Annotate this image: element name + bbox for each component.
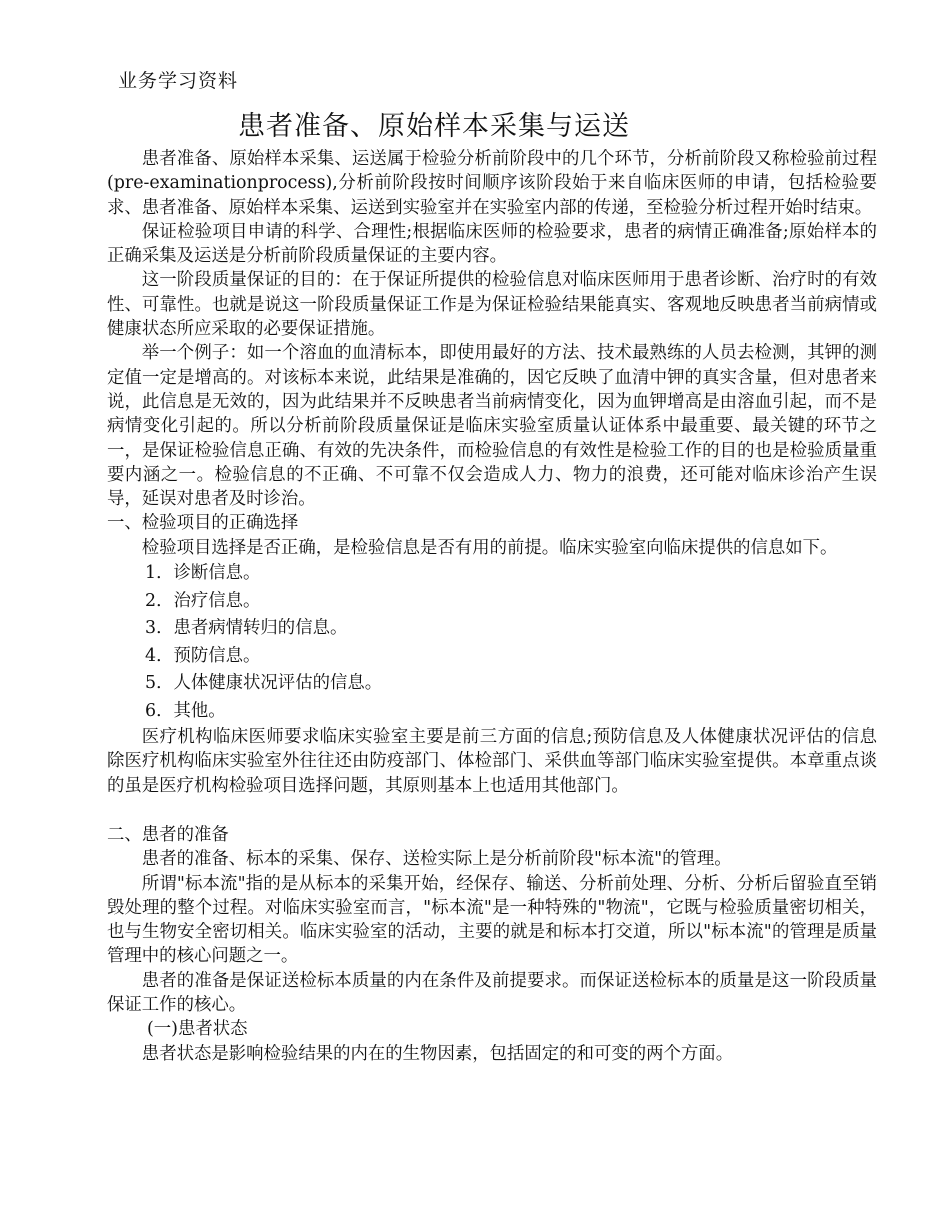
document-body (107, 147, 877, 1066)
document-title: 患者准备、原始样本采集与运送 (238, 111, 630, 142)
paragraph-patient-state: 患者状态是影响检验结果的内在的生物因素，包括固定的和可变的两个方面。 (141, 1043, 734, 1064)
info-list (107, 560, 877, 725)
section-heading-2: 二、患者的准备 (107, 824, 229, 845)
section-heading-1: 一、检验项目的正确选择 (107, 513, 299, 534)
paragraph-specimen-flow: 患者的准备、标本的采集、保存、送检实际上是分析前阶段"标本流"的管理。 (141, 849, 732, 870)
paragraph-specimen-flow-definition: 所谓"标本流"指的是从标本的采集开始，经保存、输送、分析前处理、分析、分析后留验直至销毁处理的整个过程。对临床实验室而言，"标本流"是一种特殊的"物流"，它既与检验质量密切相关，也与生物安全密切相关。临床实验室的活动，主要的就是和标本打交道，所以"标本流"的管理是质量管理中的核心问题之一。 (107, 873, 877, 967)
paragraph-quality-purpose: 这一阶段质量保证的目的：在于保证所提供的检验信息对临床医师用于患者诊断、治疗时的有效性、可靠性。也就是说这一阶段质量保证工作是为保证检验结果能真实、客观地反映患者当前病情或健康状态所应采取的必要保证措施。 (107, 270, 877, 340)
list-item: 2．治疗信息。 (145, 590, 261, 611)
document-header: 业务学习资料 (118, 70, 239, 92)
list-item: 4．预防信息。 (145, 645, 261, 666)
paragraph-example: 举一个例子：如一个溶血的血清标本，即使用最好的方法、技术最熟练的人员去检测，其钾的测定值一定是增高的。对该标本来说，此结果是准确的，因它反映了血清中钾的真实含量，但对患者来说，此信息是无效的，因为此结果并不反映患者当前病情变化，因为血钾增高是由溶血引起，而不是病情变化引起的。所以分析前阶段质量保证是临床实验室质量认证体系中最重要、最关键的环节之一，是保证检验信息正确、有效的先决条件，而检验信息的有效性是检验工作的目的也是检验质量重要内涵之一。检验信息的不正确、不可靠不仅会造成人力、物力的浪费，还可能对临床诊治产生误导，延误对患者及时诊治。 (107, 343, 877, 510)
paragraph-patient-preparation: 患者的准备是保证送检标本质量的内在条件及前提要求。而保证送检标本的质量是这一阶段质量保证工作的核心。 (107, 970, 877, 1016)
blank-line (107, 798, 877, 823)
paragraph-intro: 患者准备、原始样本采集、运送属于检验分析前阶段中的几个环节，分析前阶段又称检验前过程(pre-examinationprocess),分析前阶段按时间顺序该阶段始于来自临床医师的申请，包括检验要求、患者准备、原始样本采集、运送到实验室并在实验室内部的传递，至检验分析过程开始时结束。 (107, 149, 877, 218)
list-item: 1．诊断信息。 (145, 563, 261, 584)
subsection-heading: (一)患者状态 (147, 1019, 248, 1040)
paragraph-selection: 检验项目选择是否正确，是检验信息是否有用的前提。临床实验室向临床提供的信息如下。 (141, 537, 838, 558)
list-item: 5．人体健康状况评估的信息。 (145, 673, 383, 694)
list-item: 3．患者病情转归的信息。 (145, 618, 348, 639)
list-item: 6．其他。 (145, 700, 226, 721)
paragraph-institutions: 医疗机构临床医师要求临床实验室主要是前三方面的信息;预防信息及人体健康状况评估的信息除医疗机构临床实验室外往往还由防疫部门、体检部门、采供血等部门临床实验室提供。本章重点谈的虽是医疗机构检验项目选择问题，其原则基本上也适用其他部门。 (107, 727, 877, 796)
paragraph-quality-content: 保证检验项目申请的科学、合理性;根据临床医师的检验要求，患者的病情正确准备;原始样本的正确采集及运送是分析前阶段质量保证的主要内容。 (107, 221, 877, 267)
